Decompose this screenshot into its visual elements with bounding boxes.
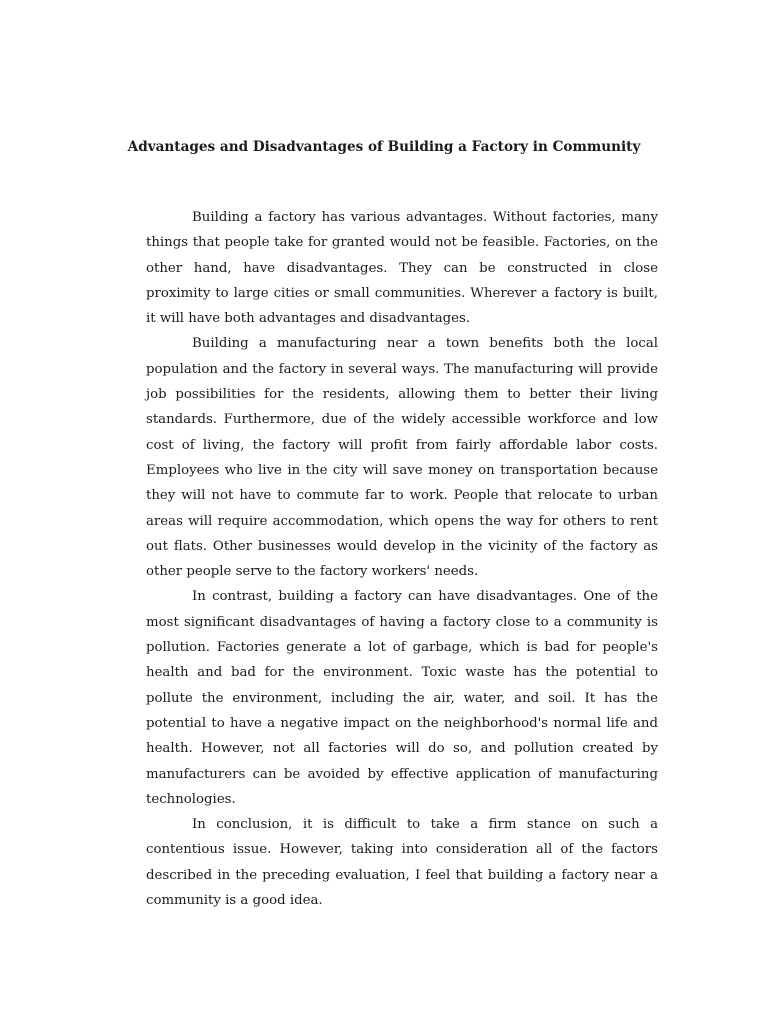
paragraph-introduction: Building a factory has various advantages. Without factories, many things that people take for granted would not be feasible. Factories, on the other hand, have disadvantages. They can be constructed in close proximity to large cities or small communities. Wherever a factory is built, it will have both advantages and disadvantages. — [146, 210, 658, 327]
document-title: Advantages and Disadvantages of Building a Factory in Community — [127, 139, 641, 155]
paragraph-disadvantages: In contrast, building a factory can have disadvantages. One of the most significant disadvantages of having a factory close to a community is pollution. Factories generate a lot of garbage, which is bad for people's health and bad for the environment. Toxic waste has the potential to pollute the environment, including the air, water, and soil. It has the potential to have a negative impact on the neighborhood's normal life and health. However, not all factories will do so, and pollution created by manufacturers can be avoided by effective application of manufacturing technologies. — [146, 589, 658, 807]
document-body — [146, 205, 658, 913]
paragraph-advantages: Building a manufacturing near a town benefits both the local population and the factory in several ways. The manufacturing will provide job possibilities for the residents, allowing them to better their living standards. Furthermore, due of the widely accessible workforce and low cost of living, the factory will profit from fairly affordable labor costs. Employees who live in the city will save money on transportation because they will not have to commute far to work. People that relocate to urban areas will require accommodation, which opens the way for others to rent out flats. Other businesses would develop in the vicinity of the factory as other people serve to the factory workers' needs. — [146, 336, 658, 580]
paragraph-conclusion: In conclusion, it is difficult to take a firm stance on such a contentious issue. However, taking into consideration all of the factors described in the preceding evaluation, I feel that building a factory near a community is a good idea. — [146, 817, 658, 909]
